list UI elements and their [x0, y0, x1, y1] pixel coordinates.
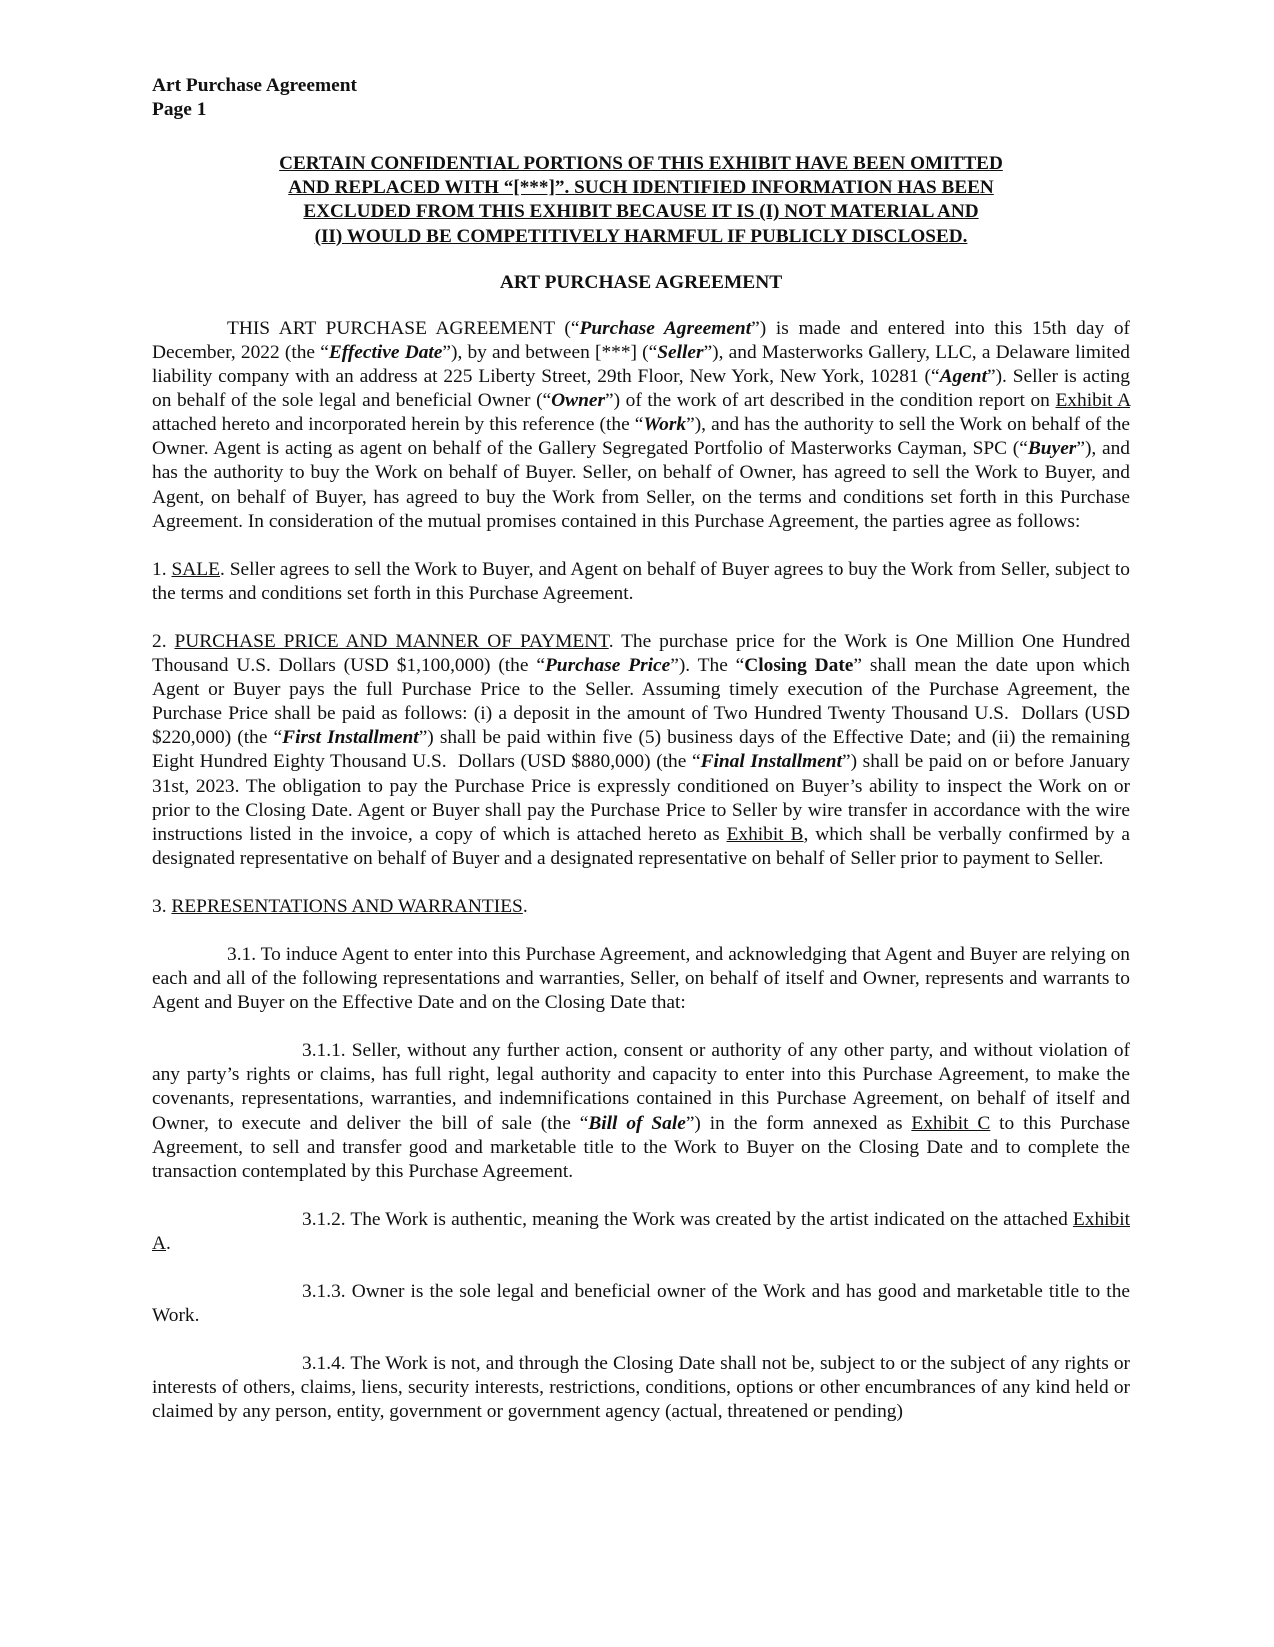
text-run: ”), by and between [***] (“: [442, 342, 658, 363]
running-header: [152, 74, 1130, 122]
defined-term: Work: [643, 414, 687, 436]
defined-term: Owner: [551, 390, 606, 412]
text-run: 3.1.2. The Work is authentic, meaning the Work was created by the artist indicated on the attached: [302, 1208, 1073, 1230]
section-2-purchase-price: [152, 630, 1130, 871]
text-run: 3.1.1. Seller, without any further action, consent or authority of any other party, and without violation of any party’s rights or claims, has full right, legal authority and capacity to enter into this Purchase Agreement, to make the covenants, representations, warranties, and indemnifications contained in this Purchase Agreement, on behalf of itself and Owner, to execute and deliver the bill of sale (the “: [152, 1040, 1130, 1134]
section-number: 3.: [152, 895, 172, 917]
exhibit-reference: Exhibit B: [726, 823, 804, 845]
text-run: ” shall mean the date upon which Agent or Buyer pays the full Purchase Price to the Seller. Assuming timely execution of the Purchase Agreement, the Purchase Price shall be paid as follows: (i) a deposit in the amount of Two Hundred Twenty Thousand U.S. Dollars (USD $220,000) (the “: [152, 655, 1130, 749]
text-run: .: [522, 895, 528, 917]
text-run: ”) of the work of art described in the condition report on: [605, 390, 1056, 412]
text-run: . The purchase price for the Work is One Million One Hundred Thousand U.S. Dollars (USD $1,100,000) (the “: [152, 630, 1131, 677]
text-run: ”) shall be paid on or before January 31st, 2023. The obligation to pay the Purchase Price is expressly conditioned on Buyer’s ability to inspect the Work on or prior to the Closing Date. Agent or Buyer shall pay the Purchase Price to Seller by wire transfer in accordance with the wire instructions listed in the invoice, a copy of which is attached hereto as: [152, 751, 1130, 845]
section-heading: SALE: [171, 558, 220, 580]
defined-term: Purchase Price: [544, 655, 671, 677]
confidentiality-notice: [152, 152, 1130, 249]
section-heading: REPRESENTATIONS AND WARRANTIES: [171, 895, 523, 917]
notice-line: EXCLUDED FROM THIS EXHIBIT BECAUSE IT IS (I) NOT MATERIAL AND: [303, 201, 979, 223]
header-title: Art Purchase Agreement: [152, 75, 357, 96]
section-number: 1.: [152, 558, 172, 580]
text-run: .: [166, 1232, 171, 1254]
defined-term: Agent: [939, 366, 987, 388]
agreement-title: ART PURCHASE AGREEMENT: [499, 271, 783, 293]
header-page-number: Page 1: [152, 99, 207, 120]
defined-term: Seller: [657, 342, 704, 363]
text-run: . Seller agrees to sell the Work to Buyer, and Agent on behalf of Buyer agrees to buy the Work from Seller, subject to the terms and conditions set forth in this Purchase Agreement.: [152, 558, 1130, 604]
text-run: attached hereto and incorporated herein by this reference (the “: [152, 414, 644, 436]
text-run: ”) is made and entered into this 15th day of December, 2022 (the “: [152, 317, 1131, 363]
text-run: ”) shall be paid within five (5) business days of the Effective Date; and (ii) the remaining Eight Hundred Eighty Thousand U.S. Dollars (USD $880,000) (the “: [152, 727, 1131, 773]
text-run: ”), and has the authority to sell the Work on behalf of the Owner. Agent is acting as agent on behalf of the Gallery Segregated Portfolio of Masterworks Cayman, SPC (“: [152, 414, 1131, 460]
defined-term: First Installment: [282, 727, 419, 749]
text-run: ”) in the form annexed as: [685, 1112, 912, 1134]
text-run: ”). Seller is acting on behalf of the sole legal and beneficial Owner (“: [152, 366, 1130, 412]
text-run: to this Purchase Agreement, to sell and transfer good and marketable title to the Work to Buyer on the Closing Date and to complete the transaction contemplated by this Purchase Agreement.: [152, 1112, 1131, 1182]
clause-3-1-1: [152, 1039, 1130, 1184]
text-run: THIS ART PURCHASE AGREEMENT (“: [227, 317, 580, 339]
notice-line: (II) WOULD BE COMPETITIVELY HARMFUL IF PUBLICLY DISCLOSED.: [314, 225, 968, 247]
exhibit-reference: Exhibit A: [1055, 390, 1130, 412]
defined-term: Bill of Sale: [588, 1112, 686, 1134]
text-run: ”), and Masterworks Gallery, LLC, a Delaware limited liability company with an address at 225 Liberty Street, 29th Floor, New York, New York, 10281 (“: [152, 342, 1130, 388]
clause-3-1: 3.1. To induce Agent to enter into this Purchase Agreement, and acknowledging that Agent and Buyer are relying on each and all of the following representations and warranties, Seller, on behalf of itself and Owner, represents and warrants to Agent and Buyer on the Effective Date and on the Closing Date that:: [152, 943, 1130, 1014]
clause-3-1-3: 3.1.3. Owner is the sole legal and beneficial owner of the Work and has good and marketable title to the Work.: [152, 1281, 1130, 1327]
notice-line: AND REPLACED WITH “[***]”. SUCH IDENTIFIED INFORMATION HAS BEEN: [288, 177, 994, 199]
defined-term: Purchase Agreement: [579, 317, 752, 339]
notice-line: CERTAIN CONFIDENTIAL PORTIONS OF THIS EXHIBIT HAVE BEEN OMITTED: [279, 153, 1003, 174]
defined-term: Buyer: [1027, 438, 1077, 460]
text-run: ”), and has the authority to buy the Work on behalf of Buyer. Seller, on behalf of Owner, has agreed to sell the Work to Buyer, and Agent, on behalf of Buyer, has agreed to buy the Work from Seller, on the terms and conditions set forth in this Purchase Agreement. In consideration of the mutual promises contained in this Purchase Agreement, the parties agree as follows:: [152, 438, 1130, 532]
defined-term: Final Installment: [700, 751, 842, 773]
clause-3-1-2: [152, 1208, 1130, 1256]
text-run: , which shall be verbally confirmed by a designated representative on behalf of Buyer and a designated representative on behalf of Seller prior to payment to Seller.: [152, 823, 1130, 869]
exhibit-reference: Exhibit A: [152, 1208, 1130, 1254]
section-3-heading: [152, 895, 1130, 919]
intro-paragraph: [152, 317, 1130, 534]
defined-term: Closing Date: [744, 655, 854, 677]
document-page: [152, 74, 1130, 1424]
section-heading: PURCHASE PRICE AND MANNER OF PAYMENT: [174, 630, 609, 652]
text-run: ”). The “: [670, 655, 745, 677]
exhibit-reference: Exhibit C: [911, 1112, 991, 1134]
defined-term: Effective Date: [328, 342, 443, 363]
section-1-sale: [152, 558, 1130, 606]
section-number: 2.: [152, 630, 175, 652]
clause-3-1-4: 3.1.4. The Work is not, and through the Closing Date shall not be, subject to or the subject of any rights or interests of others, claims, liens, security interests, restrictions, conditions, options or other encumbrances of any kind held or claimed by any person, entity, government or government agency (actual, threatened or pending): [152, 1353, 1130, 1423]
